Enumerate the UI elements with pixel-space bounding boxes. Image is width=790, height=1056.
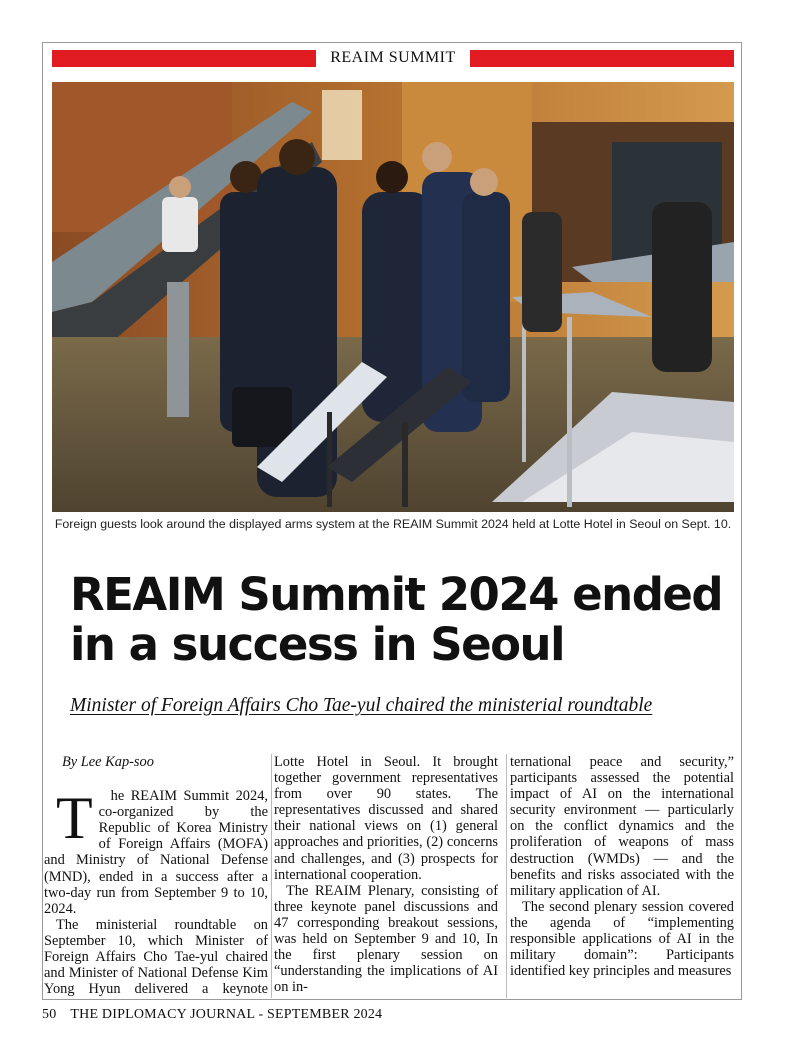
paragraph: The second plenary session covered the agenda of “implementing responsible applications of AI in the military domain”: Participants identified key principles and measures: [510, 898, 734, 980]
article-subhead: Minister of Foreign Affairs Cho Tae-yul chaired the ministerial roundtable: [70, 695, 653, 716]
body-column-3: [510, 754, 734, 998]
section-bar-right: [470, 50, 734, 67]
byline: By Lee Kap-soo: [62, 754, 154, 770]
paragraph: The ministerial roundtable on September 10, which Minister of Foreign Affairs Cho Tae-yul chaired and Minister of National Defense Kim Yong Hyun delivered a keynote: [44, 916, 268, 998]
paragraph: Lotte Hotel in Seoul. It brought together government representatives from over 90 states. The representatives discussed and shared their national views on (1) general approaches and priorities, (2) concerns and challenges, and (3) prospects for international cooperation.: [274, 754, 498, 883]
article-headline: [70, 570, 740, 670]
paragraph: ternational peace and security,” participants assessed the potential impact of AI on the international security environment — particularly on the conflict dynamics and the proliferation of weapons of mass destruction (WMDs) — and the benefits and risks associated with the military application of AI.: [510, 754, 734, 899]
headline-line-2: in a success in Seoul: [70, 618, 565, 671]
drop-cap: T: [56, 785, 93, 852]
article-photo: [52, 82, 734, 512]
paragraph: [44, 785, 268, 917]
section-header: [52, 48, 734, 68]
column-divider: [271, 754, 272, 998]
headline-line-1: REAIM Summit 2024 ended: [70, 568, 723, 621]
page-number: 50: [42, 1007, 57, 1022]
paragraph: The REAIM Plenary, consisting of three keynote panel discussions and 47 corresponding breakout sessions, was held on September 9 and 10, In the first plenary session on “understanding the implications of AI on in-: [274, 882, 498, 996]
article-body: [44, 754, 740, 998]
paragraph-text: he REAIM Summit 2024, co-organized by the Republic of Korea Ministry of Foreign Affairs (MOFA) and Ministry of National Defense (MND), ended in a success after a two-day run from September 9 to 10, 2024.: [44, 788, 268, 917]
section-bar-left: [52, 50, 316, 67]
section-label: REAIM SUMMIT: [330, 49, 456, 66]
body-column-1: [44, 754, 268, 998]
publication-name: THE DIPLOMACY JOURNAL - SEPTEMBER 2024: [70, 1007, 383, 1022]
photo-caption: Foreign guests look around the displayed arms system at the REAIM Summit 2024 held at Lotte Hotel in Seoul on Sept. 10.: [54, 517, 732, 531]
page-footer: [42, 1007, 382, 1023]
body-column-2: [274, 754, 498, 998]
column-divider: [506, 754, 507, 998]
